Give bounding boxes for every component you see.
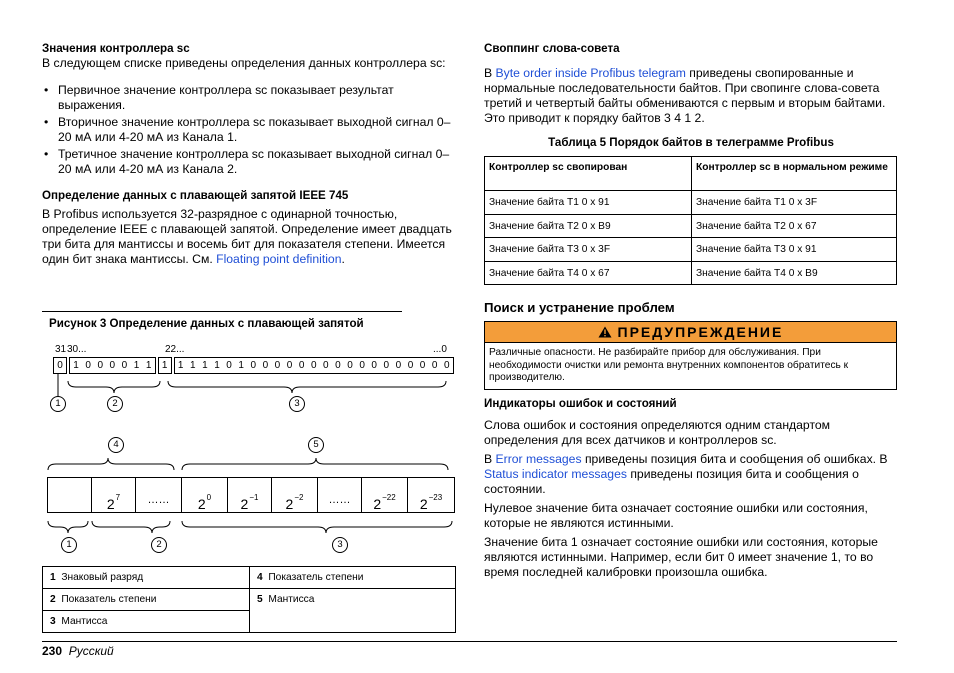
mantissa-bit: 0 (250, 360, 257, 371)
footer-rule (42, 641, 897, 642)
cell-power: $2^0$ (182, 478, 228, 512)
mantissa-bit: 0 (347, 360, 353, 371)
brace-sign-bot (48, 521, 88, 533)
indicators-p2: В Error messages приведены позиция бита и сообщения об ошибках. В Status indicator messages приведены позиция бита и сообщения о состоянии. (484, 452, 888, 496)
callout-4: 4 (108, 437, 124, 453)
legend-item: 5 Мантисса (250, 589, 456, 633)
exponent-bit: 1 (145, 360, 152, 371)
callout-1: 1 (61, 537, 77, 553)
mantissa-bit: 0 (286, 360, 293, 371)
exponent-bit: 1 (73, 360, 79, 371)
mantissa-bit: 0 (335, 360, 341, 371)
callout-3: 3 (332, 537, 348, 553)
cell-dots: …… (318, 478, 362, 512)
table-row: Значение байта T2 0 x B9 Значение байта T2 0 x 67 (485, 215, 897, 238)
mantissa-bit: 0 (323, 360, 329, 371)
warning-header: ПРЕДУПРЕЖДЕНИЕ (485, 322, 896, 343)
exponent-bit: 1 (133, 360, 140, 371)
legend-item: 2 Показатель степени (43, 589, 250, 611)
sign-bit-box: 0 (53, 357, 67, 374)
table-title: Таблица 5 Порядок байтов в телеграмме Profibus (548, 136, 834, 149)
brace-exp-top (48, 458, 174, 470)
floating-point-link[interactable]: Floating point definition (216, 252, 342, 266)
brace-exp-bot (92, 521, 170, 533)
table-row: Значение байта T4 0 x 67 Значение байта T4 0 x B9 (485, 262, 897, 285)
byte-order-link[interactable]: Byte order inside Profibus telegram (495, 66, 686, 80)
exponent-bit: 0 (121, 360, 128, 371)
legend-item: 1 Знаковый разряд (43, 567, 250, 589)
brace-mant-top (182, 458, 448, 470)
swap-heading: Своппинг слова-совета (484, 42, 620, 55)
table-header: Контроллер sc свопирован (485, 157, 692, 191)
mantissa-bit: 0 (395, 360, 402, 371)
indicators-p4: Значение бита 1 означает состояние ошибки или состояния, которые являются истинными. Например, если бит 0 имеет значение 1, то во время последней калибровки произошла ошибка. (484, 535, 878, 579)
indicators-heading: Индикаторы ошибок и состояний (484, 397, 677, 410)
figure-title: Рисунок 3 Определение данных с плавающей запятой (49, 317, 364, 330)
exponent-bit: 0 (85, 360, 91, 371)
mantissa-bit: 1 (177, 360, 184, 371)
callout-2: 2 (107, 396, 123, 412)
ieee-heading: Определение данных с плавающей запятой IEEE 745 (42, 189, 349, 202)
warning-icon (598, 326, 612, 338)
mantissa-bit: 0 (443, 360, 450, 371)
exponent-last-bit-box: 1 (158, 357, 172, 374)
list-item: • Третичное значение контроллера sc показывает выходной сигнал 0–20 мА или 4-20 мА из Канала 2. (42, 147, 456, 177)
mantissa-bit: 0 (298, 360, 305, 371)
callout-5: 5 (308, 437, 324, 453)
page-number: 230 (42, 644, 63, 658)
mantissa-bit: 1 (214, 360, 220, 371)
table-header: Контроллер sc в нормальном режиме (692, 157, 897, 191)
cell-power: $2^{-1}$ (228, 478, 272, 512)
exponent-bit: 0 (97, 360, 104, 371)
warning-text: Различные опасности. Не разбирайте прибор для обслуживания. При необходимости очистки или ремонта внутренних компонентов обратитесь к производителю. (489, 347, 849, 383)
bit-label-0: ...0 (433, 344, 447, 355)
mantissa-bit: 1 (190, 360, 196, 371)
indicators-p1: Слова ошибок и состояния определяются одним стандартом определения для всех датчиков и контроллеров sc. (484, 418, 831, 447)
mantissa-bit: 0 (407, 360, 414, 371)
right-column (484, 42, 898, 315)
mantissa-bit: 1 (202, 360, 208, 371)
bit-label-22: 22... (165, 344, 185, 355)
bit-label-31: 31 (55, 344, 67, 355)
mantissa-bit: 0 (359, 360, 365, 371)
mantissa-bit: 0 (419, 360, 426, 371)
sc-heading: Значения контроллера sc (42, 42, 190, 55)
table-row: Значение байта T1 0 x 91 Значение байта T1 0 x 3F (485, 191, 897, 215)
list-item: • Вторичное значение контроллера sc показывает выходной сигнал 0–20 мА или 4-20 мА из Канала 1. (42, 115, 456, 145)
callout-1: 1 (50, 396, 66, 412)
mantissa-bit: 1 (238, 360, 244, 371)
indicators-section (484, 397, 898, 580)
cell-power: $2^7$ (92, 478, 136, 512)
warning-box (484, 321, 897, 390)
callout-2: 2 (151, 537, 167, 553)
exponent-bit: 0 (109, 360, 116, 371)
byte-order-table (484, 156, 897, 285)
exponent-cells (47, 477, 455, 513)
legend-item: 3 Мантисса (43, 611, 250, 633)
figure-legend (42, 566, 456, 633)
indicators-p3: Нулевое значение бита означает состояние ошибки или состояния, которые не являются истинными. (484, 501, 868, 530)
status-indicator-link[interactable]: Status indicator messages (484, 467, 627, 481)
cell-power: $2^{-22}$ (362, 478, 408, 512)
cell-power: $2^{-23}$ (419, 493, 443, 512)
mantissa-bit: 0 (262, 360, 269, 371)
brace-exponent (68, 381, 160, 393)
bit-label-30: 30... (67, 344, 87, 355)
mantissa-bit: 0 (431, 360, 438, 371)
cell-power: $2^{-2}$ (272, 478, 318, 512)
table-row: Значение байта T3 0 x 3F Значение байта T3 0 x 91 (485, 238, 897, 262)
mantissa-bit: 0 (371, 360, 377, 371)
mantissa-bit: 0 (274, 360, 281, 371)
footer-language: Русский (68, 644, 114, 658)
swap-text: В Byte order inside Profibus telegram приведены свопированные и нормальные последовательности байтов. При свопинге слова-совета третий и четвертый байты обмениваются с первым и вторым байтами. Это приводит к порядку байтов 3 4 1 2. (484, 66, 886, 125)
legend-item: 4 Показатель степени (250, 567, 456, 589)
trouble-heading: Поиск и устранение проблем (484, 300, 675, 315)
list-item: • Первичное значение контроллера sc показывает результат выражения. (42, 83, 456, 113)
cell-sign (48, 478, 92, 512)
footer (42, 644, 114, 659)
mantissa-bit: 0 (383, 360, 390, 371)
callout-3: 3 (289, 396, 305, 412)
ieee-text: В Profibus используется 32-разрядное с одинарной точностью, определение IEEE с плавающей запятой. Определение имеет двадцать три бита для мантиссы и восемь бит для показателя степени. Имеется один бит знака мантиссы. См. Floating point definition. (42, 207, 452, 266)
mantissa-bit: 0 (310, 360, 317, 371)
mantissa-bit: 0 (226, 360, 232, 371)
sc-intro: В следующем списке приведены определения данных контроллера sc: (42, 56, 446, 70)
cell-dots: …… (136, 478, 182, 512)
brace-mantissa (168, 381, 446, 393)
error-messages-link[interactable]: Error messages (495, 452, 582, 466)
brace-mant-bot (182, 521, 452, 533)
